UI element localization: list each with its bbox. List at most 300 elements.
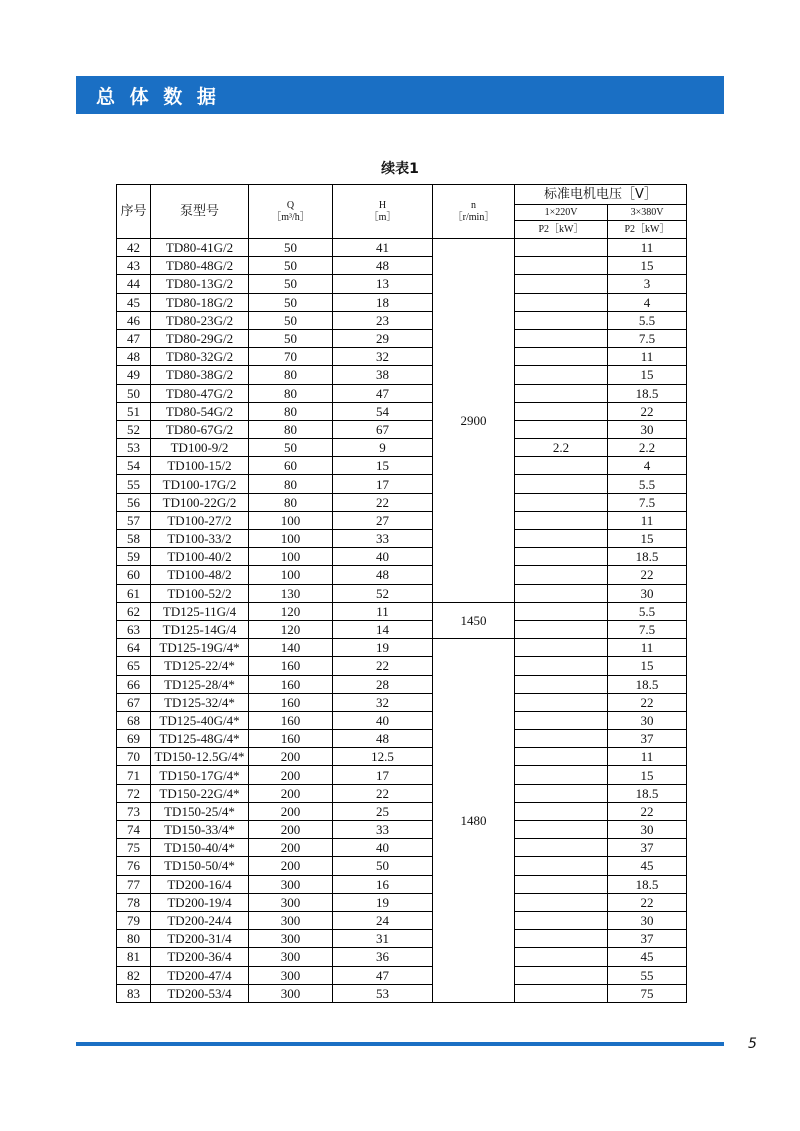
cell-no: 71 xyxy=(117,766,151,784)
cell-p2-3phase: 37 xyxy=(608,930,687,948)
cell-p2-3phase: 4 xyxy=(608,293,687,311)
cell-h: 17 xyxy=(333,766,433,784)
h-unit: ［m］ xyxy=(368,211,397,223)
cell-model: TD100-40/2 xyxy=(151,548,249,566)
cell-model: TD125-14G/4 xyxy=(151,620,249,638)
cell-model: TD100-17G/2 xyxy=(151,475,249,493)
cell-p2-1phase xyxy=(515,784,608,802)
cell-no: 73 xyxy=(117,802,151,820)
cell-model: TD125-11G/4 xyxy=(151,602,249,620)
cell-p2-1phase xyxy=(515,984,608,1002)
table-row xyxy=(117,384,687,402)
cell-h: 48 xyxy=(333,730,433,748)
cell-h: 22 xyxy=(333,657,433,675)
cell-p2-1phase xyxy=(515,311,608,329)
cell-p2-1phase xyxy=(515,857,608,875)
cell-model: TD200-19/4 xyxy=(151,893,249,911)
cell-speed-1480: 1480 xyxy=(433,639,515,1003)
cell-p2-3phase: 7.5 xyxy=(608,493,687,511)
cell-no: 69 xyxy=(117,730,151,748)
cell-model: TD200-53/4 xyxy=(151,984,249,1002)
table-row xyxy=(117,730,687,748)
cell-q: 100 xyxy=(249,548,333,566)
cell-model: TD150-33/4* xyxy=(151,821,249,839)
cell-p2-3phase: 22 xyxy=(608,402,687,420)
cell-no: 70 xyxy=(117,748,151,766)
cell-p2-3phase: 11 xyxy=(608,511,687,529)
cell-q: 80 xyxy=(249,366,333,384)
cell-h: 33 xyxy=(333,821,433,839)
table-row xyxy=(117,311,687,329)
cell-q: 300 xyxy=(249,948,333,966)
cell-model: TD100-33/2 xyxy=(151,530,249,548)
cell-h: 9 xyxy=(333,439,433,457)
cell-q: 80 xyxy=(249,420,333,438)
table-row xyxy=(117,530,687,548)
cell-no: 52 xyxy=(117,420,151,438)
table-row xyxy=(117,602,687,620)
cell-p2-1phase xyxy=(515,493,608,511)
cell-q: 120 xyxy=(249,620,333,638)
cell-model: TD125-19G/4* xyxy=(151,639,249,657)
cell-model: TD150-25/4* xyxy=(151,802,249,820)
cell-p2-3phase: 18.5 xyxy=(608,675,687,693)
cell-h: 19 xyxy=(333,893,433,911)
cell-speed-1450: 1450 xyxy=(433,602,515,638)
cell-p2-3phase: 7.5 xyxy=(608,329,687,347)
cell-q: 300 xyxy=(249,911,333,929)
cell-q: 140 xyxy=(249,639,333,657)
cell-p2-1phase xyxy=(515,457,608,475)
cell-p2-1phase xyxy=(515,911,608,929)
cell-q: 130 xyxy=(249,584,333,602)
cell-h: 27 xyxy=(333,511,433,529)
cell-p2-1phase xyxy=(515,693,608,711)
cell-model: TD80-32G/2 xyxy=(151,348,249,366)
cell-model: TD100-48/2 xyxy=(151,566,249,584)
cell-p2-3phase: 45 xyxy=(608,948,687,966)
cell-p2-1phase xyxy=(515,257,608,275)
cell-q: 50 xyxy=(249,275,333,293)
header-bar xyxy=(76,76,724,114)
cell-h: 18 xyxy=(333,293,433,311)
cell-p2-1phase xyxy=(515,766,608,784)
cell-no: 66 xyxy=(117,675,151,693)
n-unit: ［r/min］ xyxy=(452,211,495,223)
table-row xyxy=(117,693,687,711)
cell-model: TD80-48G/2 xyxy=(151,257,249,275)
cell-p2-1phase xyxy=(515,511,608,529)
table-row xyxy=(117,348,687,366)
cell-p2-3phase: 30 xyxy=(608,711,687,729)
cell-no: 58 xyxy=(117,530,151,548)
cell-model: TD150-22G/4* xyxy=(151,784,249,802)
cell-no: 50 xyxy=(117,384,151,402)
cell-q: 50 xyxy=(249,293,333,311)
cell-model: TD125-32/4* xyxy=(151,693,249,711)
cell-model: TD80-38G/2 xyxy=(151,366,249,384)
cell-h: 24 xyxy=(333,911,433,929)
cell-no: 46 xyxy=(117,311,151,329)
cell-no: 51 xyxy=(117,402,151,420)
cell-no: 49 xyxy=(117,366,151,384)
cell-q: 120 xyxy=(249,602,333,620)
table-row xyxy=(117,966,687,984)
col-header-n xyxy=(433,185,515,239)
cell-no: 81 xyxy=(117,948,151,966)
cell-p2-3phase: 37 xyxy=(608,730,687,748)
cell-no: 55 xyxy=(117,475,151,493)
cell-no: 77 xyxy=(117,875,151,893)
cell-no: 44 xyxy=(117,275,151,293)
cell-p2-3phase: 15 xyxy=(608,366,687,384)
cell-q: 160 xyxy=(249,711,333,729)
cell-p2-3phase: 15 xyxy=(608,657,687,675)
cell-p2-3phase: 3 xyxy=(608,275,687,293)
cell-model: TD125-28/4* xyxy=(151,675,249,693)
cell-model: TD125-22/4* xyxy=(151,657,249,675)
col-header-3phase: 3×380V xyxy=(608,205,687,221)
cell-q: 50 xyxy=(249,439,333,457)
n-label: n xyxy=(471,199,476,211)
cell-no: 54 xyxy=(117,457,151,475)
cell-q: 100 xyxy=(249,511,333,529)
cell-q: 100 xyxy=(249,566,333,584)
cell-q: 160 xyxy=(249,657,333,675)
cell-p2-1phase xyxy=(515,275,608,293)
cell-p2-3phase: 30 xyxy=(608,584,687,602)
page-number: 5 xyxy=(748,1036,757,1052)
cell-h: 13 xyxy=(333,275,433,293)
cell-h: 31 xyxy=(333,930,433,948)
cell-q: 80 xyxy=(249,475,333,493)
cell-q: 200 xyxy=(249,748,333,766)
cell-no: 82 xyxy=(117,966,151,984)
cell-p2-3phase: 11 xyxy=(608,748,687,766)
cell-p2-1phase xyxy=(515,730,608,748)
cell-h: 16 xyxy=(333,875,433,893)
cell-no: 74 xyxy=(117,821,151,839)
table-row xyxy=(117,802,687,820)
table-row xyxy=(117,584,687,602)
cell-q: 50 xyxy=(249,257,333,275)
table-row xyxy=(117,566,687,584)
cell-p2-1phase xyxy=(515,711,608,729)
cell-h: 54 xyxy=(333,402,433,420)
cell-p2-1phase xyxy=(515,839,608,857)
table-row xyxy=(117,257,687,275)
cell-no: 78 xyxy=(117,893,151,911)
q-label: Q xyxy=(286,199,295,211)
cell-no: 53 xyxy=(117,439,151,457)
cell-h: 40 xyxy=(333,711,433,729)
cell-h: 41 xyxy=(333,239,433,257)
cell-model: TD200-16/4 xyxy=(151,875,249,893)
cell-no: 62 xyxy=(117,602,151,620)
cell-p2-3phase: 5.5 xyxy=(608,475,687,493)
cell-h: 47 xyxy=(333,384,433,402)
cell-p2-1phase xyxy=(515,329,608,347)
cell-h: 23 xyxy=(333,311,433,329)
table-row xyxy=(117,420,687,438)
table-row xyxy=(117,784,687,802)
h-label: H xyxy=(378,199,387,211)
table-row xyxy=(117,293,687,311)
cell-q: 80 xyxy=(249,384,333,402)
table-row xyxy=(117,275,687,293)
cell-h: 14 xyxy=(333,620,433,638)
cell-p2-1phase xyxy=(515,348,608,366)
cell-q: 80 xyxy=(249,402,333,420)
cell-q: 300 xyxy=(249,966,333,984)
cell-p2-3phase: 30 xyxy=(608,420,687,438)
cell-no: 42 xyxy=(117,239,151,257)
table-row xyxy=(117,821,687,839)
cell-no: 80 xyxy=(117,930,151,948)
table-row xyxy=(117,475,687,493)
table-row xyxy=(117,766,687,784)
cell-q: 70 xyxy=(249,348,333,366)
cell-h: 33 xyxy=(333,530,433,548)
cell-q: 300 xyxy=(249,930,333,948)
cell-p2-3phase: 11 xyxy=(608,348,687,366)
cell-p2-1phase xyxy=(515,566,608,584)
cell-h: 67 xyxy=(333,420,433,438)
cell-model: TD150-50/4* xyxy=(151,857,249,875)
table-row xyxy=(117,239,687,257)
cell-p2-3phase: 22 xyxy=(608,893,687,911)
cell-no: 59 xyxy=(117,548,151,566)
col-header-p2-3phase: P2［kW］ xyxy=(608,221,687,239)
table-row xyxy=(117,948,687,966)
cell-p2-3phase: 18.5 xyxy=(608,548,687,566)
cell-no: 56 xyxy=(117,493,151,511)
cell-model: TD100-52/2 xyxy=(151,584,249,602)
cell-p2-1phase xyxy=(515,384,608,402)
cell-model: TD80-67G/2 xyxy=(151,420,249,438)
cell-p2-1phase xyxy=(515,239,608,257)
cell-q: 50 xyxy=(249,239,333,257)
pump-data-table xyxy=(116,184,687,1003)
page-title: 总 体 数 据 xyxy=(96,86,220,108)
cell-no: 65 xyxy=(117,657,151,675)
cell-q: 50 xyxy=(249,329,333,347)
table-row xyxy=(117,548,687,566)
cell-p2-1phase xyxy=(515,875,608,893)
cell-q: 200 xyxy=(249,766,333,784)
cell-p2-1phase xyxy=(515,893,608,911)
cell-p2-3phase: 15 xyxy=(608,257,687,275)
cell-p2-1phase xyxy=(515,657,608,675)
cell-p2-3phase: 11 xyxy=(608,639,687,657)
cell-p2-1phase xyxy=(515,639,608,657)
cell-p2-1phase xyxy=(515,420,608,438)
cell-model: TD150-40/4* xyxy=(151,839,249,857)
cell-p2-3phase: 15 xyxy=(608,766,687,784)
cell-model: TD80-47G/2 xyxy=(151,384,249,402)
cell-no: 61 xyxy=(117,584,151,602)
table-row xyxy=(117,402,687,420)
cell-p2-1phase xyxy=(515,948,608,966)
cell-no: 76 xyxy=(117,857,151,875)
cell-h: 36 xyxy=(333,948,433,966)
cell-h: 28 xyxy=(333,675,433,693)
cell-q: 300 xyxy=(249,875,333,893)
cell-p2-1phase xyxy=(515,966,608,984)
cell-p2-1phase xyxy=(515,602,608,620)
cell-no: 75 xyxy=(117,839,151,857)
cell-h: 48 xyxy=(333,566,433,584)
cell-q: 80 xyxy=(249,493,333,511)
cell-p2-1phase xyxy=(515,748,608,766)
table-row xyxy=(117,639,687,657)
table-row xyxy=(117,984,687,1002)
cell-no: 45 xyxy=(117,293,151,311)
cell-p2-1phase xyxy=(515,821,608,839)
table-row xyxy=(117,839,687,857)
cell-p2-1phase xyxy=(515,402,608,420)
table-row xyxy=(117,711,687,729)
col-header-no: 序号 xyxy=(117,185,151,239)
cell-h: 22 xyxy=(333,784,433,802)
cell-q: 200 xyxy=(249,857,333,875)
cell-no: 83 xyxy=(117,984,151,1002)
cell-p2-1phase xyxy=(515,475,608,493)
cell-model: TD200-47/4 xyxy=(151,966,249,984)
cell-model: TD80-41G/2 xyxy=(151,239,249,257)
cell-p2-3phase: 5.5 xyxy=(608,311,687,329)
cell-p2-1phase xyxy=(515,802,608,820)
table-row xyxy=(117,439,687,457)
table-row xyxy=(117,329,687,347)
cell-p2-3phase: 30 xyxy=(608,911,687,929)
cell-model: TD150-17G/4* xyxy=(151,766,249,784)
cell-p2-3phase: 55 xyxy=(608,966,687,984)
cell-no: 43 xyxy=(117,257,151,275)
cell-h: 32 xyxy=(333,348,433,366)
col-header-h xyxy=(333,185,433,239)
table-body xyxy=(117,239,687,1003)
cell-h: 40 xyxy=(333,548,433,566)
cell-p2-3phase: 5.5 xyxy=(608,602,687,620)
cell-p2-3phase: 18.5 xyxy=(608,875,687,893)
cell-p2-1phase xyxy=(515,675,608,693)
cell-p2-3phase: 7.5 xyxy=(608,620,687,638)
cell-no: 79 xyxy=(117,911,151,929)
cell-h: 48 xyxy=(333,257,433,275)
cell-q: 200 xyxy=(249,784,333,802)
cell-h: 17 xyxy=(333,475,433,493)
cell-h: 50 xyxy=(333,857,433,875)
table-row xyxy=(117,675,687,693)
cell-q: 160 xyxy=(249,730,333,748)
cell-p2-1phase xyxy=(515,620,608,638)
cell-h: 47 xyxy=(333,966,433,984)
cell-model: TD100-9/2 xyxy=(151,439,249,457)
cell-no: 72 xyxy=(117,784,151,802)
table-row xyxy=(117,875,687,893)
cell-q: 300 xyxy=(249,893,333,911)
cell-p2-3phase: 18.5 xyxy=(608,784,687,802)
table-row xyxy=(117,911,687,929)
cell-h: 52 xyxy=(333,584,433,602)
table-row xyxy=(117,893,687,911)
cell-p2-3phase: 37 xyxy=(608,839,687,857)
cell-h: 11 xyxy=(333,602,433,620)
cell-p2-3phase: 75 xyxy=(608,984,687,1002)
cell-model: TD80-29G/2 xyxy=(151,329,249,347)
cell-q: 200 xyxy=(249,839,333,857)
cell-h: 19 xyxy=(333,639,433,657)
cell-q: 200 xyxy=(249,821,333,839)
cell-p2-1phase xyxy=(515,930,608,948)
cell-no: 64 xyxy=(117,639,151,657)
cell-p2-1phase xyxy=(515,293,608,311)
table-caption: 续表1 xyxy=(381,161,419,177)
cell-p2-3phase: 22 xyxy=(608,693,687,711)
table-row xyxy=(117,748,687,766)
cell-h: 15 xyxy=(333,457,433,475)
table-row xyxy=(117,657,687,675)
table-row xyxy=(117,857,687,875)
table-row xyxy=(117,493,687,511)
cell-q: 160 xyxy=(249,693,333,711)
cell-model: TD80-13G/2 xyxy=(151,275,249,293)
cell-p2-1phase xyxy=(515,366,608,384)
cell-h: 40 xyxy=(333,839,433,857)
cell-h: 32 xyxy=(333,693,433,711)
cell-h: 29 xyxy=(333,329,433,347)
cell-model: TD80-54G/2 xyxy=(151,402,249,420)
cell-p2-3phase: 11 xyxy=(608,239,687,257)
table-row xyxy=(117,457,687,475)
cell-p2-3phase: 2.2 xyxy=(608,439,687,457)
cell-h: 53 xyxy=(333,984,433,1002)
cell-model: TD200-31/4 xyxy=(151,930,249,948)
cell-q: 200 xyxy=(249,802,333,820)
footer-line xyxy=(76,1042,724,1046)
cell-no: 47 xyxy=(117,329,151,347)
cell-q: 60 xyxy=(249,457,333,475)
cell-model: TD125-48G/4* xyxy=(151,730,249,748)
col-header-motor-voltage: 标准电机电压［V］ xyxy=(515,185,687,205)
cell-model: TD100-15/2 xyxy=(151,457,249,475)
cell-model: TD150-12.5G/4* xyxy=(151,748,249,766)
cell-no: 60 xyxy=(117,566,151,584)
col-header-model: 泵型号 xyxy=(151,185,249,239)
cell-model: TD100-22G/2 xyxy=(151,493,249,511)
table-row xyxy=(117,511,687,529)
cell-q: 300 xyxy=(249,984,333,1002)
cell-speed-2900: 2900 xyxy=(433,239,515,603)
cell-p2-3phase: 18.5 xyxy=(608,384,687,402)
cell-p2-1phase xyxy=(515,548,608,566)
cell-model: TD200-36/4 xyxy=(151,948,249,966)
cell-h: 25 xyxy=(333,802,433,820)
cell-q: 100 xyxy=(249,530,333,548)
cell-h: 22 xyxy=(333,493,433,511)
cell-model: TD200-24/4 xyxy=(151,911,249,929)
cell-no: 68 xyxy=(117,711,151,729)
cell-model: TD80-18G/2 xyxy=(151,293,249,311)
table-row xyxy=(117,930,687,948)
cell-h: 38 xyxy=(333,366,433,384)
cell-p2-3phase: 4 xyxy=(608,457,687,475)
cell-p2-3phase: 22 xyxy=(608,802,687,820)
cell-model: TD125-40G/4* xyxy=(151,711,249,729)
cell-p2-3phase: 22 xyxy=(608,566,687,584)
cell-p2-1phase: 2.2 xyxy=(515,439,608,457)
